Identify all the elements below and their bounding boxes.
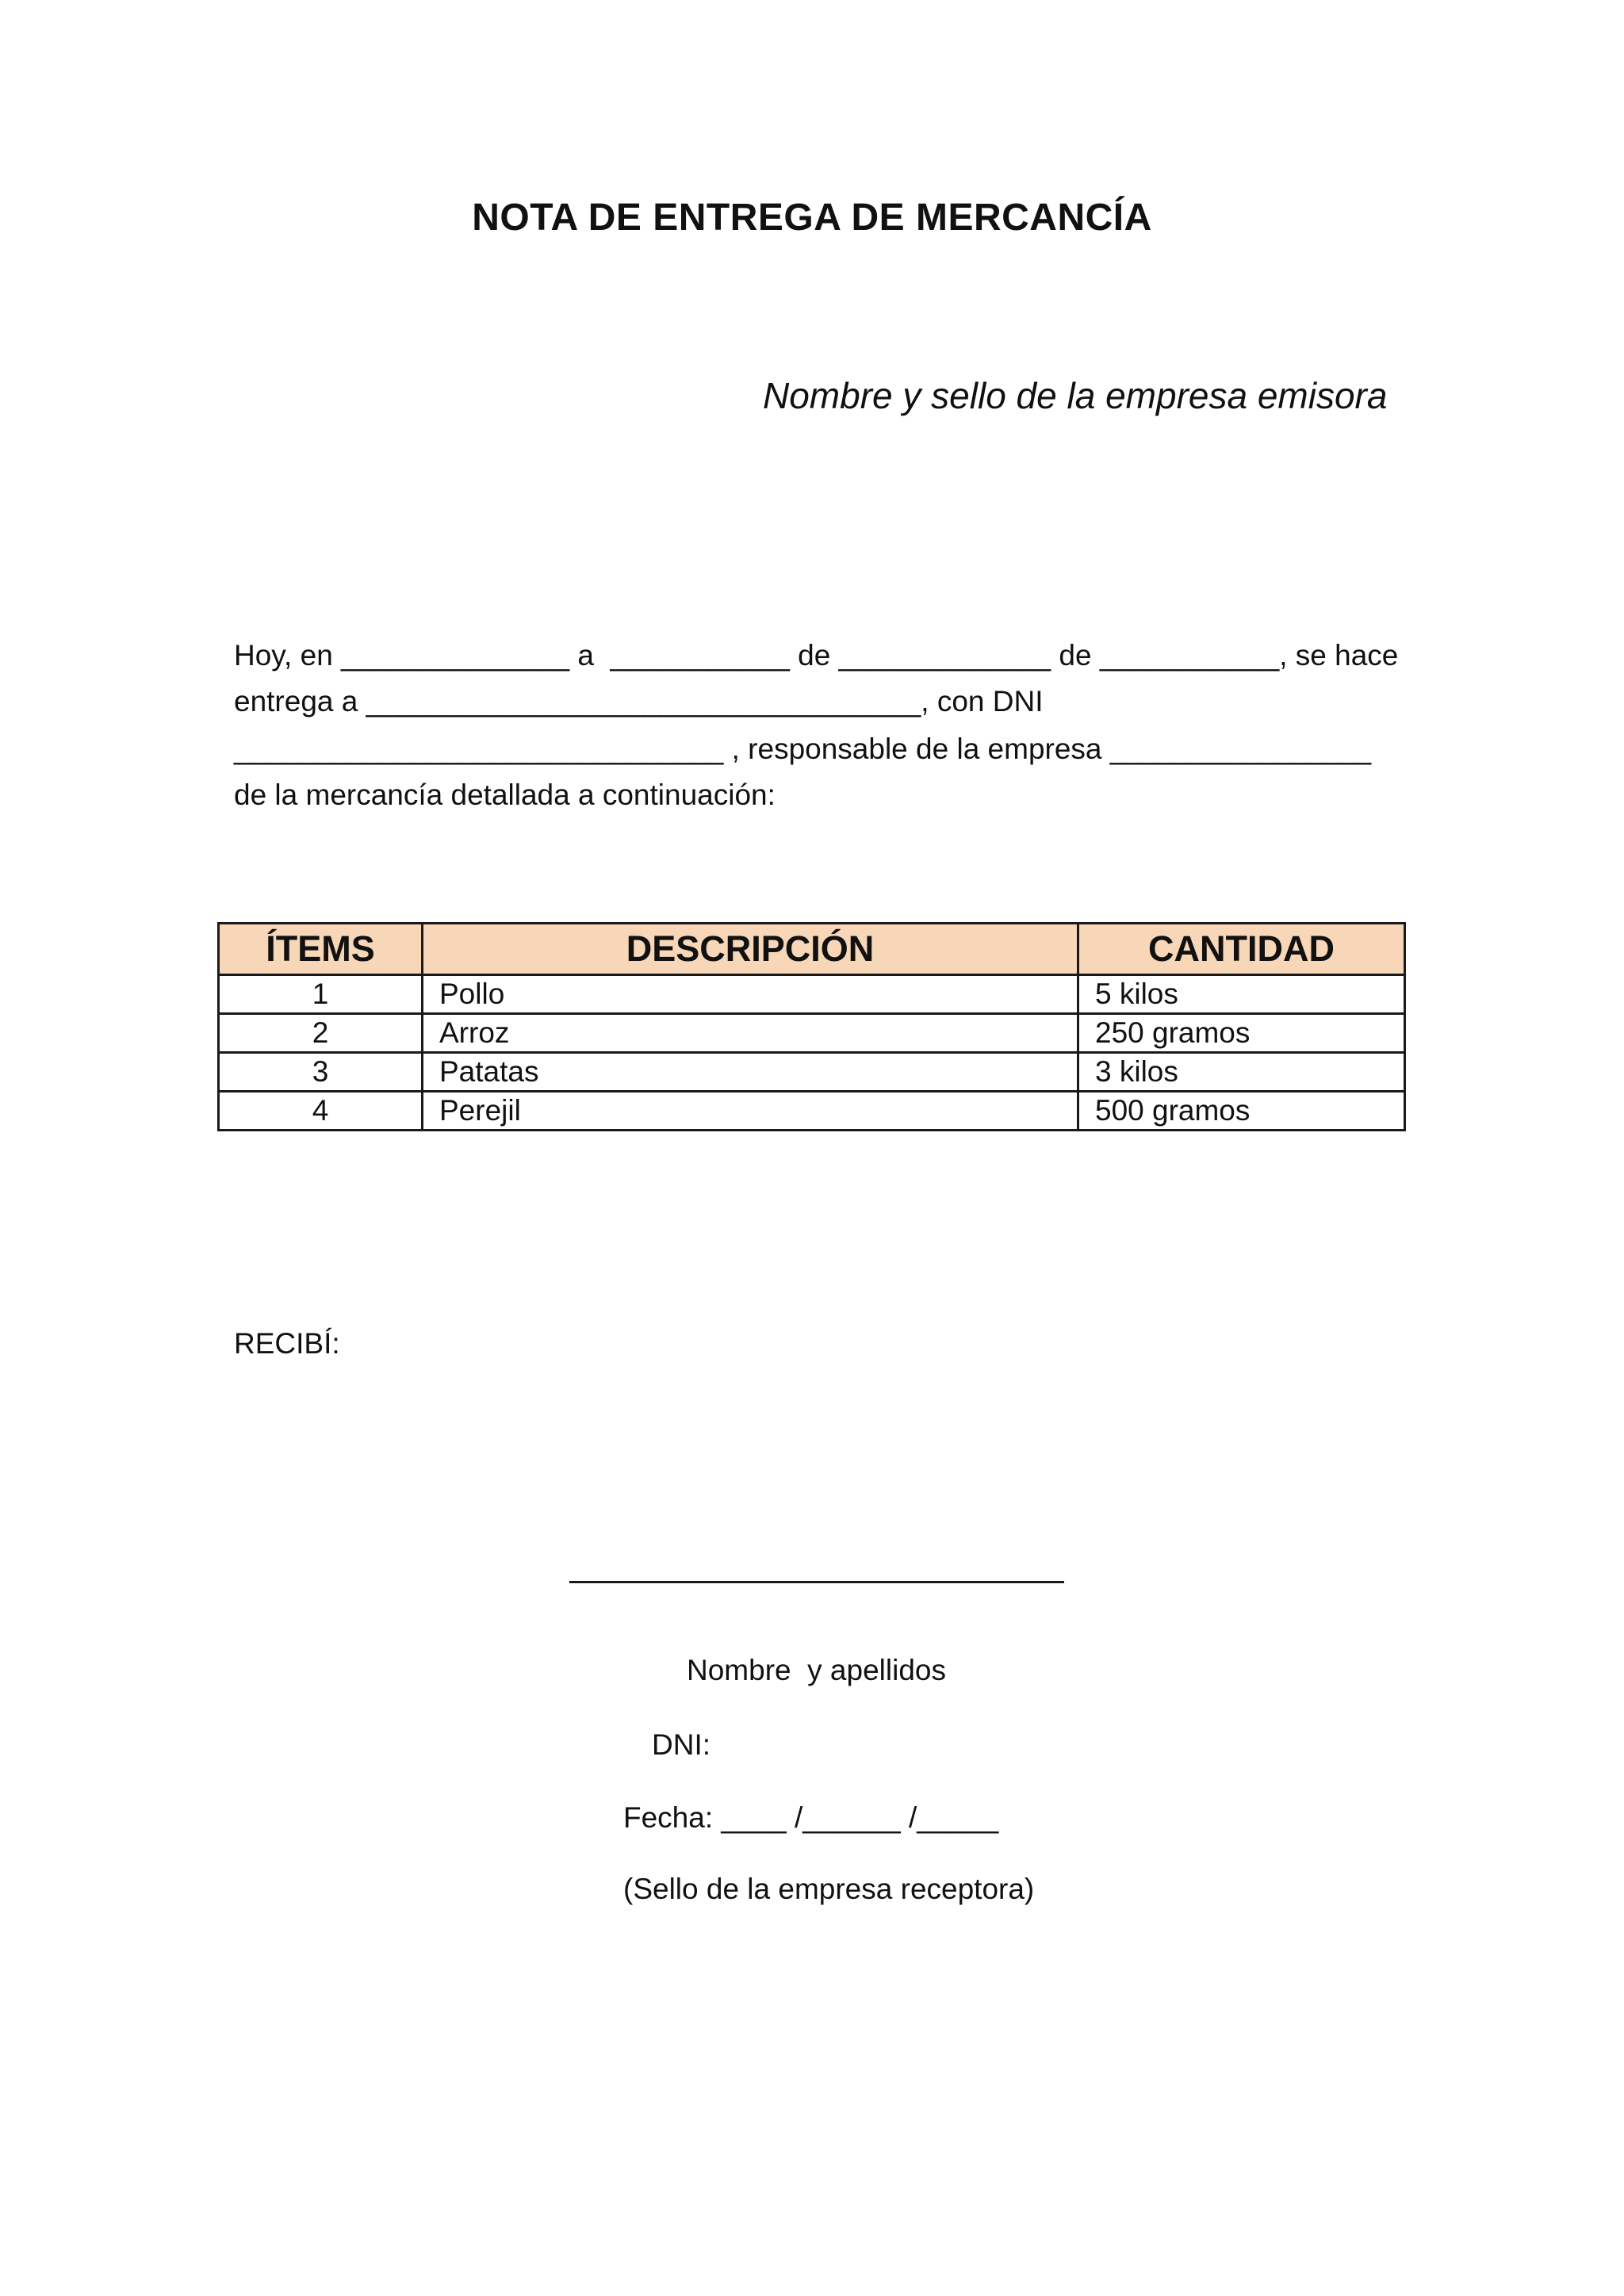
- item-quantity: 3 kilos: [1078, 1053, 1405, 1092]
- item-description: Patatas: [423, 1053, 1078, 1092]
- item-description: Pollo: [423, 975, 1078, 1014]
- item-quantity: 500 gramos: [1078, 1092, 1405, 1131]
- header-quantity: CANTIDAD: [1078, 924, 1405, 975]
- delivery-paragraph-line-3: ______________________________ , responsable de la empresa ________________: [234, 733, 1372, 765]
- document-title: NOTA DE ENTREGA DE MERCANCÍA: [472, 197, 1152, 239]
- received-label: RECIBÍ:: [234, 1327, 340, 1360]
- goods-table-header-row: [219, 924, 1405, 975]
- item-number: 1: [219, 975, 423, 1014]
- item-number: 4: [219, 1092, 423, 1131]
- table-row: [219, 975, 1405, 1014]
- header-items: ÍTEMS: [219, 924, 423, 975]
- delivery-paragraph-line-1: Hoy, en ______________ a ___________ de _____________ de ___________, se hace: [234, 639, 1399, 672]
- date-label: Fecha: ____ /______ /_____: [623, 1801, 999, 1834]
- dni-label: DNI:: [652, 1728, 710, 1761]
- signature-line: [569, 1581, 1064, 1583]
- item-quantity: 250 gramos: [1078, 1014, 1405, 1053]
- receiver-stamp-label: (Sello de la empresa receptora): [623, 1873, 1035, 1905]
- goods-table: [217, 922, 1406, 1131]
- item-number: 2: [219, 1014, 423, 1053]
- table-row: [219, 1014, 1405, 1053]
- item-quantity: 5 kilos: [1078, 975, 1405, 1014]
- item-description: Arroz: [423, 1014, 1078, 1053]
- name-surname-label: Nombre y apellidos: [687, 1654, 946, 1686]
- delivery-paragraph-line-4: de la mercancía detallada a continuación:: [234, 779, 776, 811]
- delivery-paragraph-line-2: entrega a __________________________________, con DNI: [234, 685, 1044, 718]
- item-number: 3: [219, 1053, 423, 1092]
- table-row: [219, 1092, 1405, 1131]
- issuer-company-stamp-label: Nombre y sello de la empresa emisora: [763, 375, 1388, 416]
- item-description: Perejil: [423, 1092, 1078, 1131]
- table-row: [219, 1053, 1405, 1092]
- header-description: DESCRIPCIÓN: [423, 924, 1078, 975]
